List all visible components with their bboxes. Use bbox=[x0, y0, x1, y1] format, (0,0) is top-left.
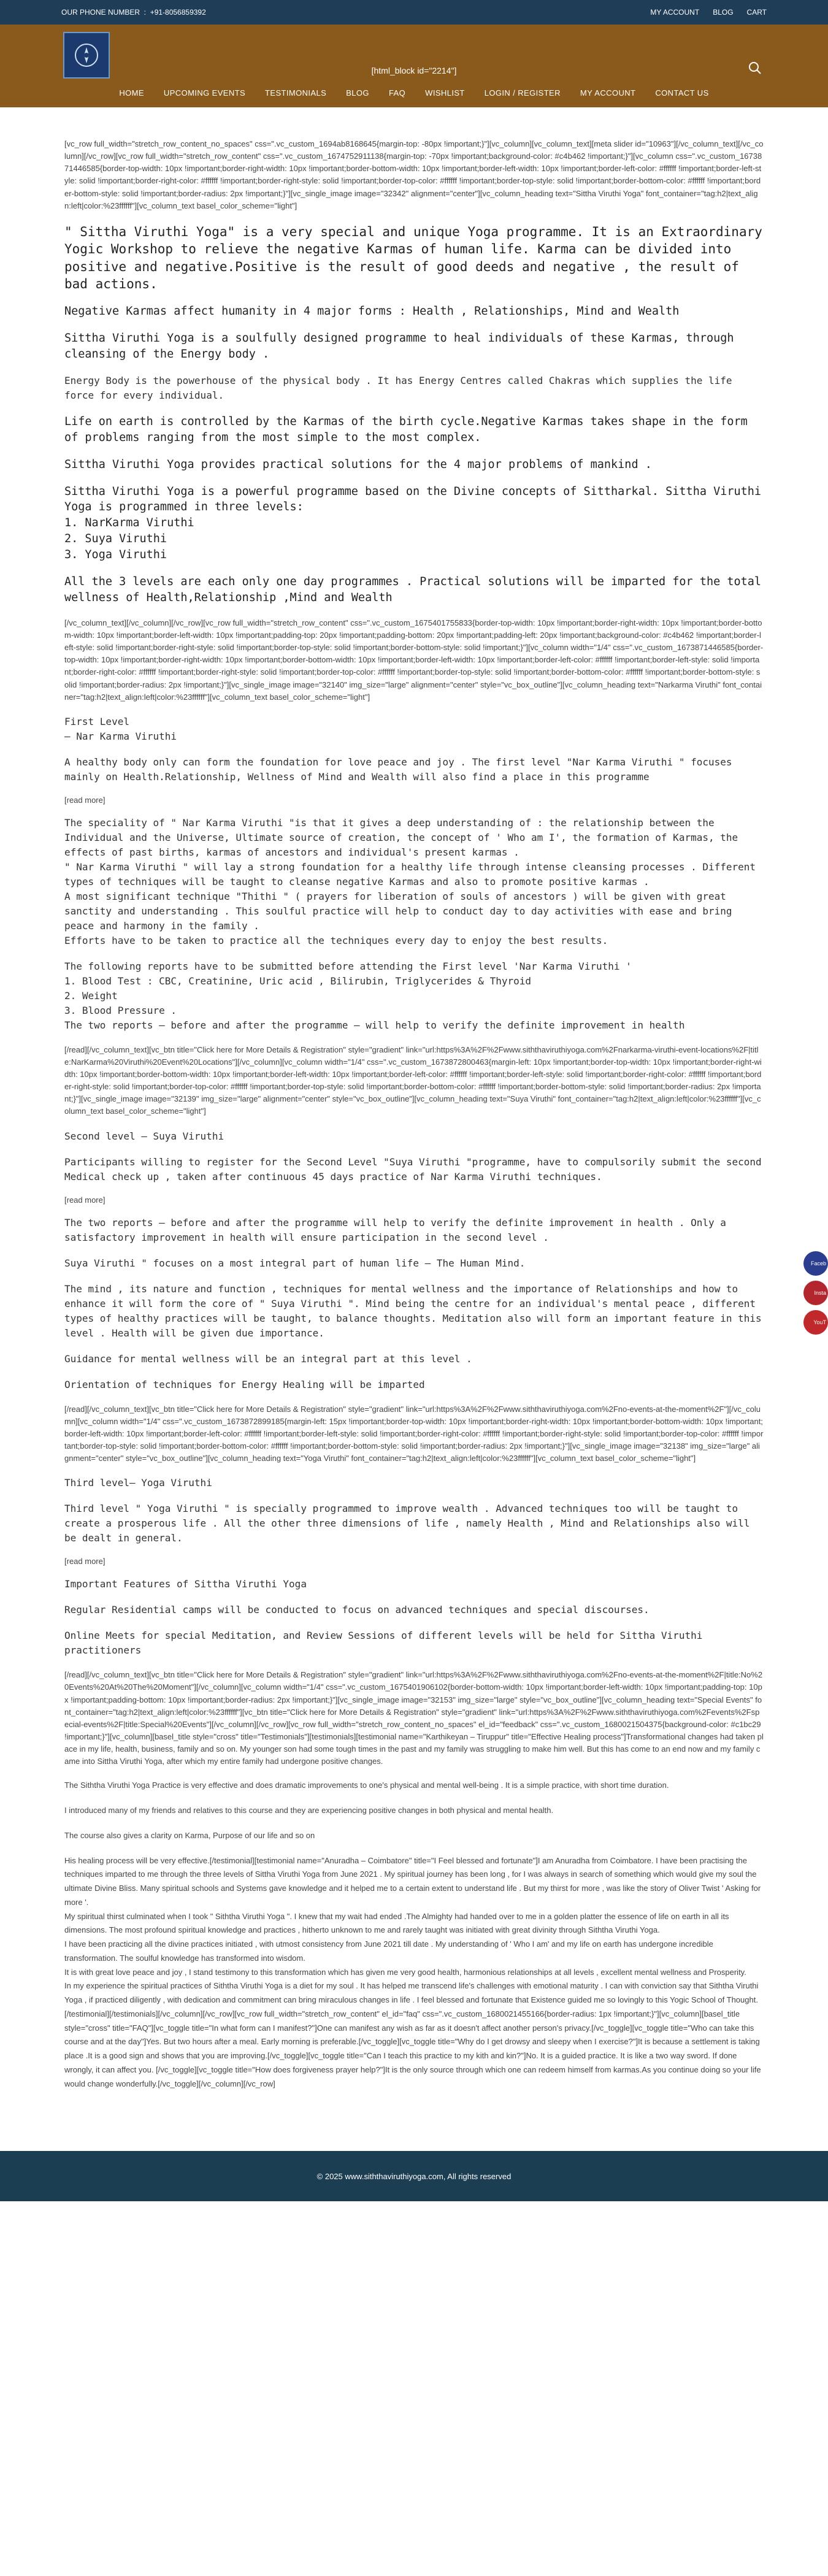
intro-paragraph-8: All the 3 levels are each only one day programmes . Practical solutions will be imparted for the total wellness of Health,Relationship ,Mind and Wealth bbox=[64, 575, 762, 604]
intro-paragraph-6: Sittha Viruthi Yoga provides practical solutions for the 4 major problems of mankind . bbox=[64, 458, 652, 471]
copyright-text: © 2025 www.siththaviruthiyoga.com, All rights reserved bbox=[316, 2171, 512, 2181]
nav-upcoming-events[interactable]: UPCOMING EVENTS bbox=[163, 88, 246, 98]
logo-icon bbox=[73, 42, 100, 69]
features-paragraph-1: Regular Residential camps will be conducted to focus on advanced techniques and special discourses. bbox=[64, 1604, 650, 1616]
testimonial-paragraph-1: The Siththa Viruthi Yoga Practice is very effective and does dramatic improvements to one's physical and mental well-being . It is a simple practice, with short time duration. bbox=[64, 1781, 669, 1790]
shortcode-block-intro: [vc_row full_width="stretch_row_content_no_spaces" css=".vc_custom_1694ab8168645{margin-top: -80px !important;}"][vc_column][vc_column_text][meta slider id="10963"][/vc_column_text][/vc_column][/vc_row][vc_row full_width="stretch_row_content" css=".vc_custom_1674752911138{margin-top: -70px !important;background-color: #c4b462 !important;}"][vc_column css=".vc_custom_1673871446585{border-top-width: 10px !important;border-right-width: 10px !important;border-bottom-width: 10px !important;border-left-width: 10px !important;border-left-color: #ffffff !important;border-left-style: solid !important;border-right-color: #ffffff !important;border-right-style: solid !important;border-top-color: #ffffff !important;border-top-style: solid !important;border-bottom-color: #ffffff !important;border-bottom-style: solid !important;border-radius: 2px !important;}"][vc_single_image image="32342" alignment="center"][vc_column_heading text="Sittha Viruthi Yoga" font_container="tag:h2|text_align:left|color:%23ffffff"][vc_column_text basel_color_scheme="light"] bbox=[64, 139, 764, 210]
intro-paragraph-4: Energy Body is the powerhouse of the physical body . It has Energy Centres called Chakras which supplies the life force for every individual. bbox=[64, 374, 732, 401]
shortcode-block-narkarma: [/vc_column_text][/vc_column][/vc_row][vc_row full_width="stretch_row_content" css=".vc_custom_1675401755833{border-top-width: 10px !important;border-right-width: 10px !important;border-bottom-width: 10px !important;border-left-width: 10px !important;padding-top: 20px !important;padding-bottom: 20px !important;padding-left: 20px !important;background-color: #c4b462 !important;border-left-style: solid !important;border-right-style: solid !important;border-top-style: solid !important;border-bottom-style: solid !important;}"][vc_column width="1/4" css=".vc_custom_1673871446585{border-top-width: 10px !important;border-right-width: 10px !important;border-bottom-width: 10px !important;border-left-width: 10px !important;border-left-color: #ffffff !important;border-left-style: solid !important;border-right-color: #ffffff !important;border-right-style: solid !important;border-top-color: #ffffff !important;border-top-style: solid !important;border-bottom-color: #ffffff !important;border-bottom-style: solid !important;border-radius: 2px !important;}"][vc_single_image image="32140" img_size="large" alignment="center" style="vc_box_outline"][vc_column_heading text="Narkarma Viruthi" font_container="tag:h2|text_align:left|color:%23ffffff"][vc_column_text basel_color_scheme="light"] bbox=[64, 618, 764, 702]
level2-read-more[interactable]: [read more] bbox=[64, 1195, 105, 1205]
intro-paragraph-5: Life on earth is controlled by the Karmas of the birth cycle.Negative Karmas takes shape in the form of problems ranging from the most simple to the most complex. bbox=[64, 415, 748, 444]
site-footer bbox=[0, 2151, 828, 2201]
level2-paragraph-6: Orientation of techniques for Energy Healing will be imparted bbox=[64, 1378, 425, 1390]
level1-paragraph-3: The following reports have to be submitted before attending the First level 'Nar Karma Viruthi ' 1. Blood Test : CBC, Creatinine, Uric acid , Bilirubin, Triglycerides & Thyroid 2. Weight 3. Blood Pressure . The two reports – before and after the programme – will help to verify the definite improvement in health bbox=[64, 960, 685, 1031]
level2-paragraph-2: The two reports – before and after the programme will help to verify the definite improvement in health . Only a satisfactory improvement in health will ensure participation in the second level . bbox=[64, 1216, 726, 1243]
shortcode-block-suya: [/read][/vc_column_text][vc_btn title="Click here for More Details & Registration" style="gradient" link="url:https%3A%2F%2Fwww.siththaviruthiyoga.com%2Fnarkarma-viruthi-event-locations%2F|title:NarKarma%20Viruthi%20Event%20Locations"][/vc_column][vc_column width="1/4" css=".vc_custom_1673872800463{margin-left: 10px !important;border-top-width: 10px !important;border-right-width: 10px !important;border-bottom-width: 10px !important;border-left-width: 10px !important;border-left-color: #ffffff !important;border-left-style: solid !important;border-right-color: #ffffff !important;border-right-style: solid !important;border-top-color: #ffffff !important;border-top-style: solid !important;border-bottom-color: #ffffff !important;border-bottom-style: solid !important;border-radius: 2px !important;}"][vc_single_image image="32139" img_size="large" alignment="center" style="vc_box_outline"][vc_column_heading text="Suya Viruthi" font_container="tag:h2|text_align:left|color:%23ffffff"][vc_column_text basel_color_scheme="light"] bbox=[64, 1045, 762, 1116]
cart-link[interactable]: CART bbox=[746, 8, 767, 17]
shortcode-block-yoga: [/read][/vc_column_text][vc_btn title="Click here for More Details & Registration" style="gradient" link="url:https%3A%2F%2Fwww.siththaviruthiyoga.com%2Fno-events-at-the-moment%2F"][/vc_column][vc_column width="1/4" css=".vc_custom_1673872899185{margin-left: 15px !important;border-top-width: 10px !important;border-right-width: 10px !important;border-bottom-width: 10px !important;border-left-width: 10px !important;border-left-color: #ffffff !important;border-left-style: solid !important;border-right-color: #ffffff !important;border-right-style: solid !important;border-top-color: #ffffff !important;border-top-style: solid !important;border-bottom-color: #ffffff !important;border-bottom-style: solid !important;border-radius: 2px !important;}"][vc_single_image image="32138" img_size="large" alignment="center" style="vc_box_outline"][vc_column_heading text="Yoga Viruthi" font_container="tag:h2|text_align:left|color:%23ffffff"][vc_column_text basel_color_scheme="light"] bbox=[64, 1404, 764, 1463]
testimonial-paragraph-3: The course also gives a clarity on Karma, Purpose of our life and so on bbox=[64, 1830, 315, 1840]
nav-wishlist[interactable]: WISHLIST bbox=[425, 88, 465, 98]
top-links bbox=[650, 8, 767, 17]
intro-paragraph-3: Sittha Viruthi Yoga is a soulfully designed programme to heal individuals of these Karmas, through cleansing of the Energy body . bbox=[64, 332, 734, 361]
nav-my-account[interactable]: MY ACCOUNT bbox=[580, 88, 636, 98]
level1-paragraph-2: The speciality of " Nar Karma Viruthi "is that it gives a deep understanding of : the relationship between the Individual and the Universe, Ultimate source of creation, the concept of ' Who am I', the formation of Karmas, the effects of past births, karmas of ancestors and individual's present karmas . " Nar Karma Viruthi " will lay a strong foundation for a healthy life through intense cleansing processes . Different types of techniques will be taught to cleanse negative Karmas and also to promote positive karmas . A most significant technique "Thithi " ( prayers for liberation of souls of ancestors ) will be given with great sanctity and understanding . This soulful practice will help to conduct day to day activities with ease and bring peace and harmony in the family . Efforts have to be taken to practice all the techniques every day to enjoy the best results. bbox=[64, 816, 756, 946]
intro-paragraph-1: " Sittha Viruthi Yoga" is a very special and unique Yoga programme. It is an Extraordinary Yogic Workshop to relieve the negative Karmas of human life. Karma can be divided into positive and negative.Positive is the result of good deeds and negative , the result of bad actions. bbox=[64, 224, 762, 291]
level2-title: Second level – Suya Viruthi bbox=[64, 1130, 224, 1142]
level2-paragraph-3: Suya Viruthi " focuses on a most integral part of human life – The Human Mind. bbox=[64, 1257, 526, 1269]
level3-title: Third level– Yoga Viruthi bbox=[64, 1477, 212, 1489]
youtube-label: YouT bbox=[813, 1319, 826, 1325]
html-block-shortcode: [html_block id="2214"] bbox=[371, 66, 457, 75]
nav-contact-us[interactable]: CONTACT US bbox=[655, 88, 709, 98]
intro-paragraph-7: Sittha Viruthi Yoga is a powerful programme based on the Divine concepts of Sittharkal. Sittha Viruthi Yoga is programmed in three levels: 1. NarKarma Viruthi 2. Suya Viruthi 3. Yoga Viruthi bbox=[64, 485, 762, 562]
instagram-social-button[interactable] bbox=[803, 1281, 828, 1305]
my-account-link[interactable]: MY ACCOUNT bbox=[650, 8, 700, 17]
nav-login-register[interactable]: LOGIN / REGISTER bbox=[484, 88, 561, 98]
level3-paragraph-1: Third level " Yoga Viruthi " is specially programmed to improve wealth . Advanced techniques too will be taught to create a prosperous life . All the other three dimensions of life , namely Health , Mind and Relationships also will be dealt in general. bbox=[64, 1503, 750, 1544]
phone-label: OUR PHONE NUMBER bbox=[61, 8, 140, 17]
facebook-social-button[interactable] bbox=[803, 1251, 828, 1276]
intro-paragraph-2: Negative Karmas affect humanity in 4 major forms : Health , Relationships, Mind and Wealth bbox=[64, 305, 680, 318]
phone-number[interactable]: +91-8056859392 bbox=[150, 8, 206, 17]
main-content bbox=[64, 107, 764, 2151]
nav-testimonials[interactable]: TESTIMONIALS bbox=[265, 88, 327, 98]
features-heading: Important Features of Sittha Viruthi Yoga bbox=[64, 1578, 307, 1590]
nav-home[interactable]: HOME bbox=[119, 88, 144, 98]
search-icon[interactable] bbox=[748, 61, 762, 79]
level1-paragraph-1: A healthy body only can form the foundation for love peace and joy . The first level "Nar Karma Viruthi " focuses mainly on Health.Relationship, Wellness of Mind and Wealth will also find a place in this programme bbox=[64, 756, 732, 783]
level2-paragraph-5: Guidance for mental wellness will be an integral part at this level . bbox=[64, 1352, 472, 1365]
top-bar bbox=[0, 0, 828, 25]
nav-faq[interactable]: FAQ bbox=[388, 88, 406, 98]
level1-read-more[interactable]: [read more] bbox=[64, 795, 105, 805]
facebook-label: Faceb bbox=[810, 1260, 826, 1267]
testimonial-paragraph-2: I introduced many of my friends and relatives to this course and they are experiencing positive changes in both physical and mental health. bbox=[64, 1806, 554, 1815]
level2-paragraph-4: The mind , its nature and function , techniques for mental wellness and the importance of Relationships and how to enhance it will form the core of " Suya Viruthi ". Mind being the centre for an individual's mental peace , different types of healthy practices will be taught, to balance thoughts. Meditation also will form an important feature in this level . Health will be given due importance. bbox=[64, 1282, 762, 1339]
nav-blog[interactable]: BLOG bbox=[346, 88, 369, 98]
instagram-label: Insta bbox=[814, 1290, 826, 1296]
level2-paragraph-1: Participants willing to register for the Second Level "Suya Viruthi "programme, have to compulsorily submit the second Medical check up , taken after continuous 45 days practice of Nar Karma Viruthi techniques. bbox=[64, 1156, 762, 1183]
site-logo[interactable] bbox=[63, 32, 110, 79]
youtube-social-button[interactable] bbox=[803, 1310, 828, 1335]
main-nav bbox=[0, 88, 828, 98]
features-paragraph-2: Online Meets for special Meditation, and Review Sessions of different levels will be held for Sittha Viruthi practitioners bbox=[64, 1630, 703, 1657]
shortcode-block-testimonials: [/read][/vc_column_text][vc_btn title="Click here for More Details & Registration" style="gradient" link="url:https%3A%2F%2Fwww.siththaviruthiyoga.com%2Fno-events-at-the-moment%2F|title:No%20Events%20At%20The%20Moment"][/vc_column][vc_column width="1/4" css=".vc_custom_1675401906102{border-bottom-width: 10px !important;border-left-width: 10px !important;padding-top: 10px !important;padding-bottom: 10px !important;border-radius: 2px !important;}"][vc_single_image image="32153" img_size="large" style="vc_box_outline"][vc_column_heading text="Special Events" font_container="tag:h2|text_align:left|color:%23ffffff"][vc_btn title="Click here for More Details & Registration" style="gradient" link="url:https%3A%2F%2Fwww.siththaviruthiyoga.com%2Fevents%2Fspecial-events%2F|title:Special%20Events"][/vc_column][/vc_row][vc_row full_width="stretch_row_content_no_spaces" el_id="feedback" css=".vc_custom_1680021504375{background-color: #c1bc29 !important;}"][vc_column][basel_title style="cross" title="Testimonials"][testimonials][testimonial name="Karthikeyan – Tiruppur" title="Effective Healing process"]Transformational changes had taken place in my life, health, business, family and so on. My younger son had some tough times in the past and my family was struggling to make him well. But this has come to an end now and my family came into Sittha Viruthi Yoga, after which my entire family had undergone positive changes. bbox=[64, 1670, 764, 1766]
blog-link[interactable]: BLOG bbox=[713, 8, 734, 17]
level3-read-more[interactable]: [read more] bbox=[64, 1557, 105, 1566]
phone-info: OUR PHONE NUMBER : +91-8056859392 bbox=[61, 8, 206, 17]
site-header bbox=[0, 25, 828, 107]
level1-title: First Level – Nar Karma Viruthi bbox=[64, 715, 177, 742]
testimonial-paragraph-4: His healing process will be very effective.[/testimonial][testimonial name="Anuradha – Coimbatore" title="I Feel blessed and fortunate"]I am Anuradha from Coimbatore. I have been practising the techniques imparted to me through the three levels of Sittha Viruthi Yoga from June 2021 . My spiritual journey has been long , for I was always in search of something which would give my soul the ultimate Divine Bliss. Many spiritual schools and Systems gave knowledge and it helped me to a certain extent to understand life . But my thirst for more , was like the story of Oliver Twist ' Asking for more '. My spiritual thirst culminated when I took " Siththa Viruthi Yoga ". I knew that my wait had ended .The Almighty had handed over to me in a golden platter the essence of life on earth in all its dimensions. The most profound spiritual knowledge and practices , hitherto unknown to me and rarely taught was initiated with great divinity through Siththa Viruthi Yoga. I have been practicing all the divine practices initiated , with utmost consistency from June 2021 till date . My understanding of ' Who I am' and my life on earth has undergone incredible transformation. The soulful knowledge has transformed into wisdom. It is with great love peace and joy , I stand testimony to this transformation which has given me very good health, harmonious relationships at all levels , excellent mental wellness and Prosperity. In my experience the spiritual practices of Siththa Viruthi Yoga is a diet for my soul . It has helped me transcend life's challenges with emotional maturity . I can with conviction say that Siththa Viruthi Yoga , if practiced diligently , with dedication and commitment can bring miraculous changes in life . I feel blessed and fortunate that Existence guided me so lovingly to this Yogic School of Thought.[/testimonial][/testimonials][/vc_column][/vc_row][vc_row full_width="stretch_row_content" el_id="faq" css=".vc_custom_1680021455166{border-radius: 1px !important;}"][vc_column][basel_title style="cross" title="FAQ"][vc_toggle title="In what form can I manifest?"]One can manifest any wish as far as it doesn't affect another person's privacy.[/vc_toggle][vc_toggle title="Who can take this course and at the day"]Yes. But two hours after a meal. Early morning is preferable.[/vc_toggle][vc_toggle title="Why do I get drowsy and sleepy when I exercise?"]It is because a settlement is taking place .It is a good sign and shows that you are improving.[/vc_toggle][vc_toggle title="Can I teach this practice to my kith and kin?"]No. It is a guided practice. It is like a two way sword. If done wrongly, it can affect you. [/vc_toggle][vc_toggle title="How does forgiveness prayer help?"]It is the only source through which one can redeem himself from karmas.As you continue doing so your life would change wonderfully.[/vc_toggle][/vc_column][/vc_row] bbox=[64, 1855, 761, 2088]
